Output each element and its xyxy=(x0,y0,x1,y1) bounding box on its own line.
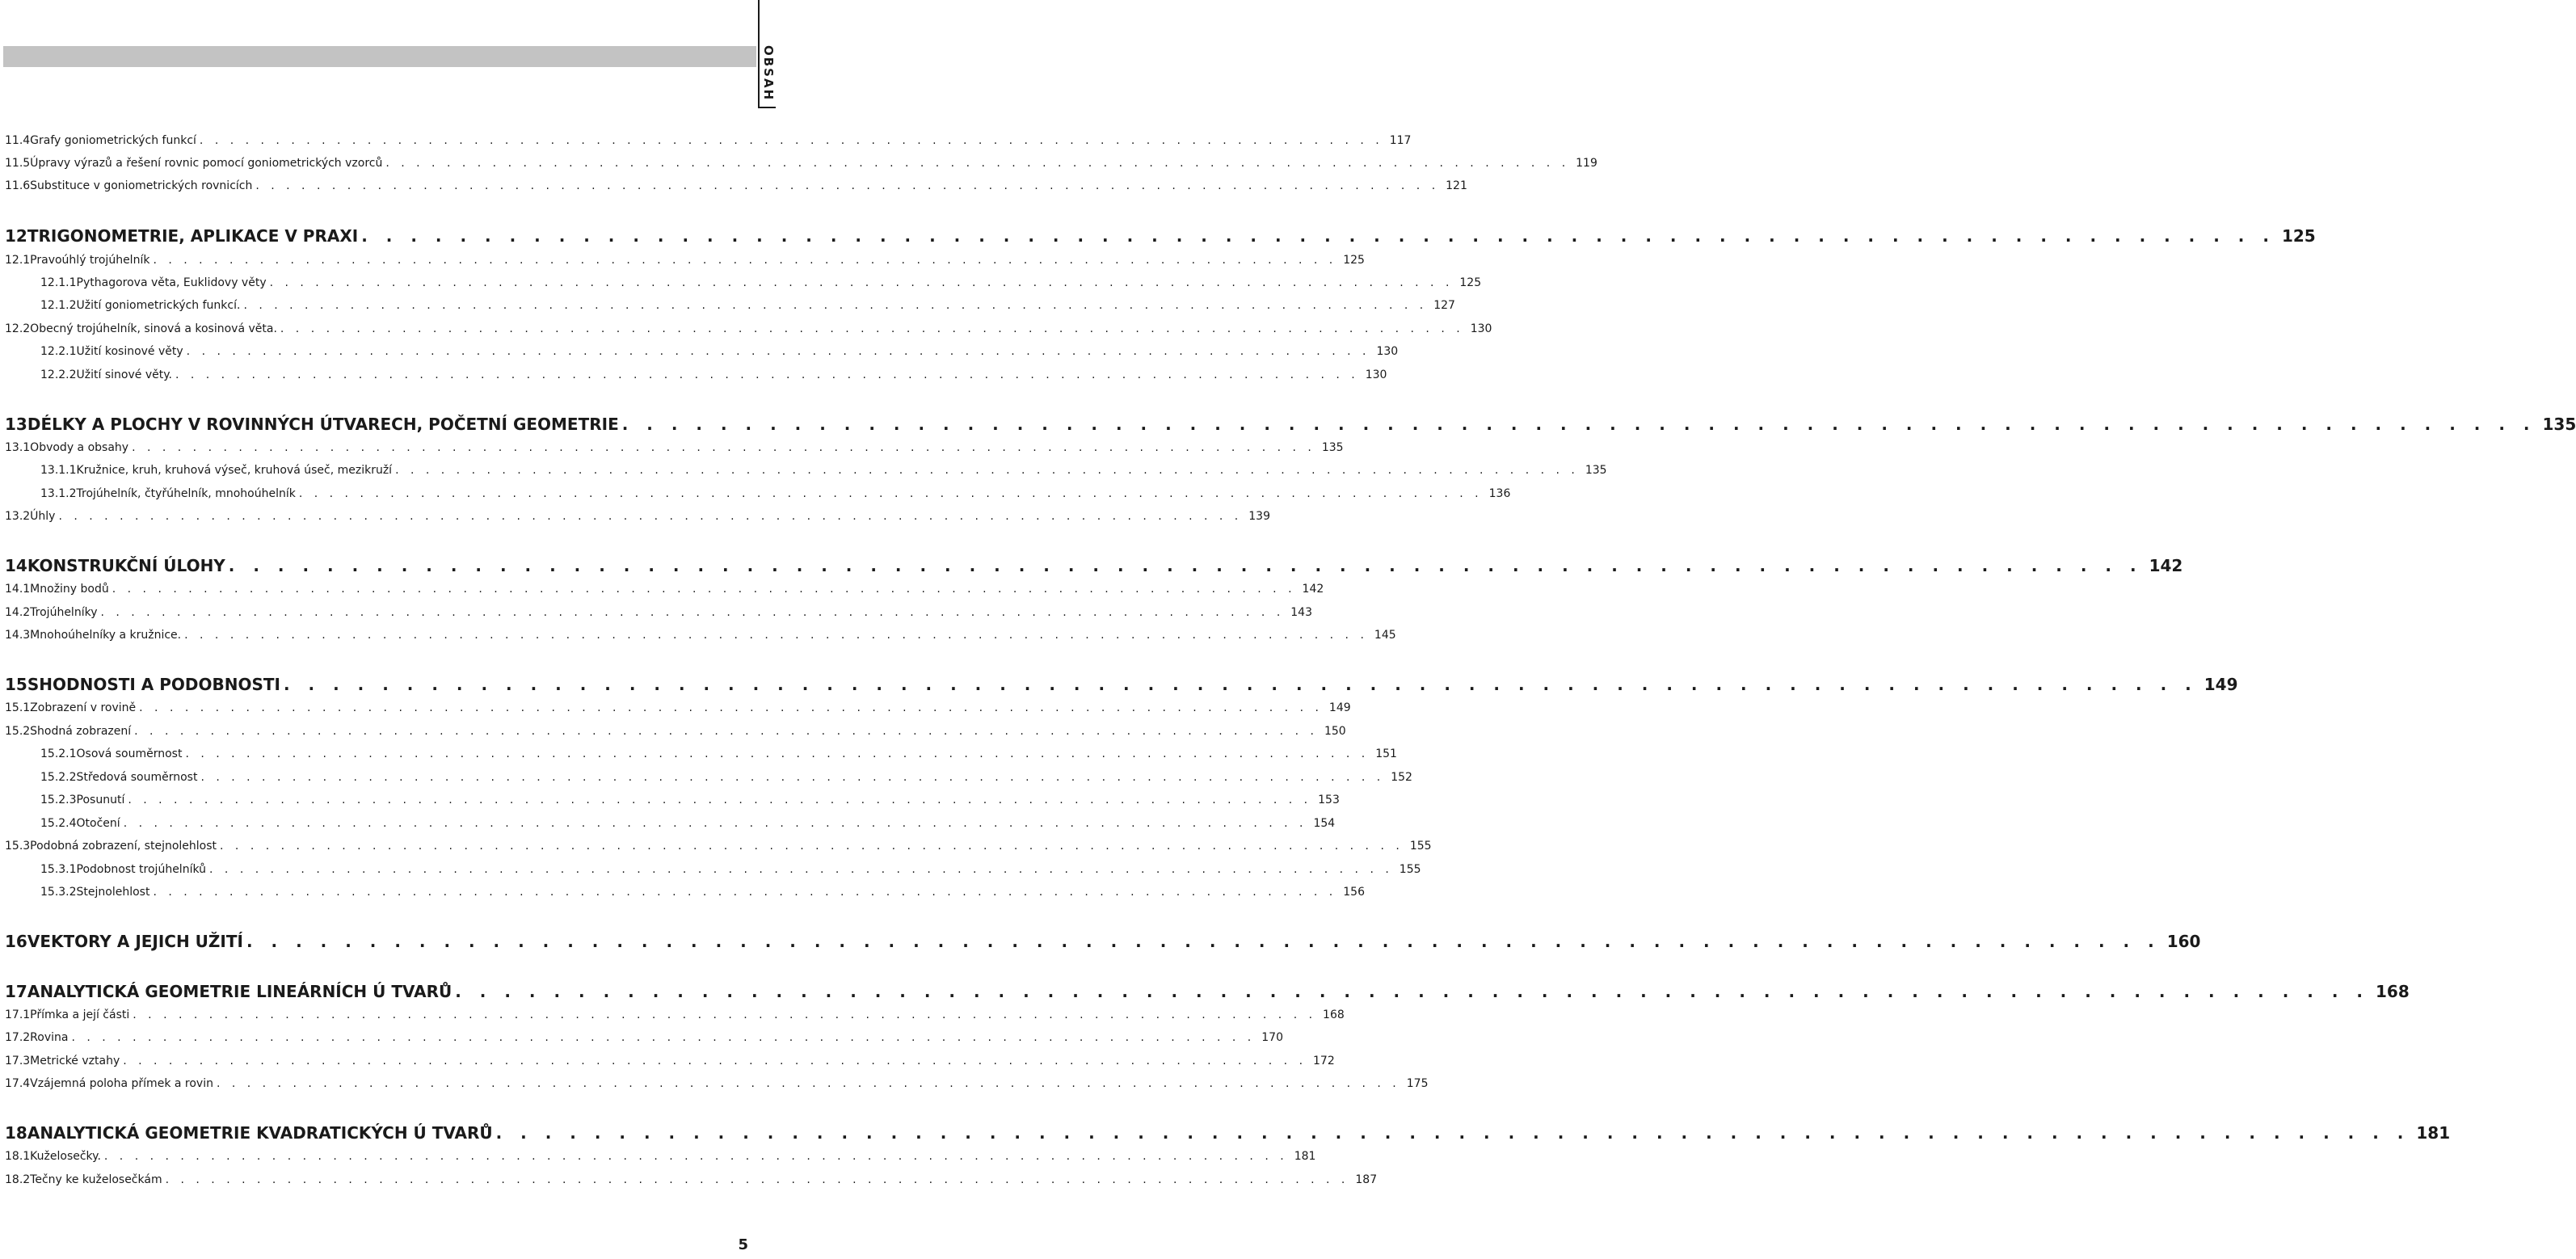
toc-entry[interactable] xyxy=(5,747,1397,764)
toc-entry-number: 13.1 xyxy=(5,441,31,454)
toc-leader-dots: . . . . . . . . . . . . . . . . . . . . . . . . . . . . . . . . . . . . . . . . . . . . . . . . . . . . . . . . . . . . . . . . . . . . . . . . . . . . . . xyxy=(58,510,1243,523)
toc-entry-page: 121 xyxy=(1446,179,1467,192)
toc-entry-number: 11.6 xyxy=(5,179,31,192)
toc-entry[interactable] xyxy=(5,771,1412,787)
toc-entry-page: 150 xyxy=(1324,725,1346,738)
toc-entry-page: 127 xyxy=(1433,299,1455,312)
toc-entry-page: 151 xyxy=(1375,747,1397,760)
toc-entry[interactable] xyxy=(5,701,1351,718)
toc-entry-number: 15.2.4 xyxy=(40,817,77,830)
toc-leader-dots: . . . . . . . . . . . . . . . . . . . . . . . . . . . . . . . . . . . . . . . . . . . . . . . . . . . . . . . . . . . . . . . . . . . . . . . . . . . . . . xyxy=(200,771,1385,784)
toc-entry-title: Mnohoúhelníky a kružnice. xyxy=(30,629,182,642)
toc-leader-dots: . . . . . . . . . . . . . . . . . . . . . . . . . . . . . . . . . . . . . . . . . . . . . . . . . . . . . . . . . . . . . . . . . . . . . . . . . . . . . . xyxy=(139,701,1323,714)
toc-entry[interactable] xyxy=(5,157,1597,173)
toc-leader-dots: . . . . . . . . . . . . . . . . . . . . . . . . . . . . . . . . . . . . . . . . . . . . . . . . . . . . . . . . . . . . . . . . . . . . . . . . . . . . . . xyxy=(199,134,1383,147)
toc-entry-title: Kružnice, kruh, kruhová výseč, kruhová úseč, mezikruží xyxy=(76,464,393,477)
toc-entry[interactable] xyxy=(5,840,1432,856)
toc-entry-page: 135 xyxy=(1585,464,1607,477)
toc-entry[interactable] xyxy=(5,863,1421,879)
toc-entry-page: 170 xyxy=(1261,1031,1283,1044)
toc-entry-page: 145 xyxy=(1374,629,1396,642)
toc-chapter-number: 18 xyxy=(5,1123,27,1143)
toc-entry[interactable] xyxy=(5,886,1365,902)
toc-entry-title: Stejnolehlost xyxy=(76,886,150,899)
toc-leader-dots: . . . . . . . . . . . . . . . . . . . . . . . . . . . . . . . . . . . . . . . . . . . . . . . . . . . . . . . . . . . . . . . . . . . . . . . . . . . . . . xyxy=(186,345,1370,358)
toc-entry-number: 12.1.1 xyxy=(40,276,77,289)
toc-chapter-number: 15 xyxy=(5,675,27,694)
toc-leader-dots: . . . . . . . . . . . . . . . . . . . . . . . . . . . . . . . . . . . . . . . . . . . . . . . . . . . . . . . . . . . . . . . . . . . . . . . . . . . . . . xyxy=(621,415,2536,434)
toc-entry-page: 187 xyxy=(1355,1173,1378,1186)
toc-chapter[interactable] xyxy=(5,226,2316,249)
toc-entry[interactable] xyxy=(5,299,1455,315)
toc-entry-page: 125 xyxy=(1343,254,1365,267)
toc-entry-number: 15.2 xyxy=(5,725,31,738)
toc-entry-title: Kuželosečky. xyxy=(30,1150,101,1163)
toc-chapter[interactable] xyxy=(5,982,2410,1004)
toc-leader-dots: . . . . . . . . . . . . . . . . . . . . . . . . . . . . . . . . . . . . . . . . . . . . . . . . . . . . . . . . . . . . . . . . . . . . . . . . . . . . . . xyxy=(132,441,1315,454)
toc-entry-page: 175 xyxy=(1406,1077,1429,1090)
toc-entry-title: Trojúhelník, čtyřúhelník, mnohoúhelník xyxy=(76,487,296,500)
toc-entry-page: 130 xyxy=(1365,368,1387,381)
toc-entry[interactable] xyxy=(5,1077,1429,1093)
toc-entry[interactable] xyxy=(5,629,1396,645)
toc-entry-number: 13.2 xyxy=(5,510,31,523)
toc-entry-number: 12.2.2 xyxy=(40,368,77,381)
toc-entry[interactable] xyxy=(5,1008,1345,1025)
toc-entry-title: Středová souměrnost xyxy=(76,771,198,784)
toc-chapter-title: TRIGONOMETRIE, APLIKACE V PRAXI xyxy=(27,226,359,246)
toc-leader-dots: . . . . . . . . . . . . . . . . . . . . . . . . . . . . . . . . . . . . . . . . . . . . . . . . . . . . . . . . . . . . . . . . . . . . . . . . . . . . . . xyxy=(134,725,1318,738)
page-number: 5 xyxy=(738,1236,748,1253)
toc-entry-page: 153 xyxy=(1318,794,1340,806)
toc-entry-title: Užití sinové věty. xyxy=(76,368,172,381)
toc-entry[interactable] xyxy=(5,1150,1316,1166)
toc-leader-dots: . . . . . . . . . . . . . . . . . . . . . . . . . . . . . . . . . . . . . . . . . . . . . . . . . . . . . . . . . . . . . . . . . . . . . . . . . . . . . . xyxy=(298,487,1483,500)
toc-entry[interactable] xyxy=(5,817,1336,833)
toc-leader-dots: . . . . . . . . . . . . . . . . . . . . . . . . . . . . . . . . . . . . . . . . . . . . . . . . . . . . . . . . . . . . . . . . . . . . . . . . . . . . . . xyxy=(71,1031,1256,1044)
toc-entry[interactable] xyxy=(5,276,1482,293)
toc-entry[interactable] xyxy=(5,134,1412,150)
toc-leader-dots: . . . . . . . . . . . . . . . . . . . . . . . . . . . . . . . . . . . . . . . . . . . . . . . . . . . . . . . . . . . . . . . . . . . . . . . . . . . . . . xyxy=(153,886,1337,899)
toc-leader-dots: . . . . . . . . . . . . . . . . . . . . . . . . . . . . . . . . . . . . . . . . . . . . . . . . . . . . . . . . . . . . . . . . . . . . . . . . . . . . . . xyxy=(361,226,2275,246)
toc-chapter-number: 17 xyxy=(5,982,27,1001)
toc-leader-dots: . . . . . . . . . . . . . . . . . . . . . . . . . . . . . . . . . . . . . . . . . . . . . . . . . . . . . . . . . . . . . . . . . . . . . . . . . . . . . . xyxy=(220,840,1404,853)
toc-entry-number: 12.2.1 xyxy=(40,345,77,358)
toc-entry-number: 15.3.1 xyxy=(40,863,77,876)
toc-leader-dots: . . . . . . . . . . . . . . . . . . . . . . . . . . . . . . . . . . . . . . . . . . . . . . . . . . . . . . . . . . . . . . . . . . . . . . . . . . . . . . xyxy=(455,982,2369,1001)
toc-entry-number: 12.2 xyxy=(5,322,31,335)
toc-entry-number: 14.2 xyxy=(5,606,31,619)
toc-entry[interactable] xyxy=(5,794,1340,810)
toc-entry-page: 117 xyxy=(1389,134,1412,147)
toc-entry-page: 181 xyxy=(1294,1150,1316,1163)
toc-entry-title: Pravoúhlý trojúhelník xyxy=(30,254,150,267)
toc-leader-dots: . . . . . . . . . . . . . . . . . . . . . . . . . . . . . . . . . . . . . . . . . . . . . . . . . . . . . . . . . . . . . . . . . . . . . . . . . . . . . . xyxy=(395,464,1579,477)
toc-entry-number: 15.2.2 xyxy=(40,771,77,784)
toc-chapter-title: VEKTORY A JEJICH UŽITÍ xyxy=(27,932,243,951)
toc-entry-page: 156 xyxy=(1343,886,1365,899)
toc-leader-dots: . . . . . . . . . . . . . . . . . . . . . . . . . . . . . . . . . . . . . . . . . . . . . . . . . . . . . . . . . . . . . . . . . . . . . . . . . . . . . . xyxy=(123,1055,1307,1067)
toc-entry-number: 14.1 xyxy=(5,583,31,596)
toc-entry-title: Množiny bodů xyxy=(30,583,109,596)
toc-chapter[interactable] xyxy=(5,415,2576,437)
toc-leader-dots: . . . . . . . . . . . . . . . . . . . . . . . . . . . . . . . . . . . . . . . . . . . . . . . . . . . . . . . . . . . . . . . . . . . . . . . . . . . . . . xyxy=(184,629,1368,642)
toc-entry-page: 130 xyxy=(1376,345,1399,358)
header-bar xyxy=(3,46,756,67)
toc-leader-dots: . . . . . . . . . . . . . . . . . . . . . . . . . . . . . . . . . . . . . . . . . . . . . . . . . . . . . . . . . . . . . . . . . . . . . . . . . . . . . . xyxy=(280,322,1464,335)
toc-entry-number: 18.1 xyxy=(5,1150,31,1163)
toc-entry-title: Osová souměrnost xyxy=(76,747,183,760)
toc-chapter[interactable] xyxy=(5,1123,2451,1146)
toc-leader-dots: . . . . . . . . . . . . . . . . . . . . . . . . . . . . . . . . . . . . . . . . . . . . . . . . . . . . . . . . . . . . . . . . . . . . . . . . . . . . . . xyxy=(209,863,1393,876)
toc-chapter-page: 125 xyxy=(2281,226,2316,246)
toc-chapter[interactable] xyxy=(5,675,2238,697)
toc-entry-page: 119 xyxy=(1576,157,1597,170)
toc-entry-page: 135 xyxy=(1321,441,1344,454)
toc-entry-page: 136 xyxy=(1488,487,1511,500)
toc-entry[interactable] xyxy=(5,1173,1378,1190)
toc-chapter-title: DÉLKY A PLOCHY V ROVINNÝCH ÚTVARECH, POČETNÍ GEOMETRIE xyxy=(27,415,619,434)
toc-entry-page: 155 xyxy=(1409,840,1432,853)
toc-entry-page: 172 xyxy=(1313,1055,1335,1067)
toc-entry[interactable] xyxy=(5,179,1467,196)
toc-entry-title: Úhly xyxy=(30,510,56,523)
toc-entry-page: 155 xyxy=(1399,863,1421,876)
toc-leader-dots: . . . . . . . . . . . . . . . . . . . . . . . . . . . . . . . . . . . . . . . . . . . . . . . . . . . . . . . . . . . . . . . . . . . . . . . . . . . . . . xyxy=(123,817,1307,830)
toc-entry-title: Substituce v goniometrických rovnicích xyxy=(30,179,253,192)
toc-entry-number: 12.1 xyxy=(5,254,31,267)
toc-leader-dots: . . . . . . . . . . . . . . . . . . . . . . . . . . . . . . . . . . . . . . . . . . . . . . . . . . . . . . . . . . . . . . . . . . . . . . . . . . . . . . xyxy=(283,675,2198,694)
toc-leader-dots: . . . . . . . . . . . . . . . . . . . . . . . . . . . . . . . . . . . . . . . . . . . . . . . . . . . . . . . . . . . . . . . . . . . . . . . . . . . . . . xyxy=(112,583,1296,596)
toc-chapter-page: 160 xyxy=(2166,932,2201,951)
toc-entry-title: Shodná zobrazení xyxy=(30,725,132,738)
toc-entry-number: 13.1.2 xyxy=(40,487,77,500)
section-tab-label: OBSAH xyxy=(761,45,776,102)
toc-leader-dots: . . . . . . . . . . . . . . . . . . . . . . . . . . . . . . . . . . . . . . . . . . . . . . . . . . . . . . . . . . . . . . . . . . . . . . . . . . . . . . xyxy=(185,747,1370,760)
toc-entry-number: 12.1.2 xyxy=(40,299,77,312)
toc-entry-number: 15.1 xyxy=(5,701,31,714)
toc-entry-title: Podobnost trojúhelníků xyxy=(76,863,207,876)
toc-leader-dots: . . . . . . . . . . . . . . . . . . . . . . . . . . . . . . . . . . . . . . . . . . . . . . . . . . . . . . . . . . . . . . . . . . . . . . . . . . . . . . xyxy=(255,179,1440,192)
toc-entry[interactable] xyxy=(5,368,1387,385)
toc-entry-number: 11.4 xyxy=(5,134,31,147)
toc-entry-number: 15.3.2 xyxy=(40,886,77,899)
toc-chapter-title: KONSTRUKČNÍ ÚLOHY xyxy=(27,556,225,575)
toc-entry-number: 17.2 xyxy=(5,1031,31,1044)
toc-leader-dots: . . . . . . . . . . . . . . . . . . . . . . . . . . . . . . . . . . . . . . . . . . . . . . . . . . . . . . . . . . . . . . . . . . . . . . . . . . . . . . xyxy=(103,1150,1288,1163)
toc-chapter-page: 149 xyxy=(2203,675,2238,694)
toc-entry-page: 154 xyxy=(1313,817,1336,830)
toc-entry[interactable] xyxy=(5,254,1365,270)
toc-entry[interactable] xyxy=(5,441,1344,457)
toc-entry[interactable] xyxy=(5,1055,1335,1071)
toc-leader-dots: . . . . . . . . . . . . . . . . . . . . . . . . . . . . . . . . . . . . . . . . . . . . . . . . . . . . . . . . . . . . . . . . . . . . . . . . . . . . . . xyxy=(495,1123,2410,1143)
toc-chapter-title: ANALYTICKÁ GEOMETRIE LINEÁRNÍCH Ú TVARŮ xyxy=(27,982,452,1001)
toc-entry[interactable] xyxy=(5,322,1492,339)
toc-entry-title: Úpravy výrazů a řešení rovnic pomocí goniometrických vzorců xyxy=(30,157,383,170)
toc-entry-number: 15.3 xyxy=(5,840,31,853)
toc-entry-title: Pythagorova věta, Euklidovy věty xyxy=(76,276,267,289)
toc-entry-page: 125 xyxy=(1459,276,1482,289)
toc-entry-number: 18.2 xyxy=(5,1173,31,1186)
toc-chapter-title: ANALYTICKÁ GEOMETRIE KVADRATICKÝCH Ú TVARŮ xyxy=(27,1123,493,1143)
toc-entry-title: Grafy goniometrických funkcí xyxy=(30,134,196,147)
toc-entry-page: 152 xyxy=(1391,771,1412,784)
toc-entry-title: Metrické vztahy xyxy=(30,1055,120,1067)
toc-entry-title: Podobná zobrazení, stejnolehlost xyxy=(30,840,217,853)
toc-entry[interactable] xyxy=(5,725,1346,741)
toc-entry-number: 17.3 xyxy=(5,1055,31,1067)
toc-entry-page: 168 xyxy=(1323,1008,1345,1021)
toc-entry-title: Užití goniometrických funkcí. xyxy=(76,299,241,312)
toc-chapter-number: 12 xyxy=(5,226,27,246)
toc-entry[interactable] xyxy=(5,606,1312,622)
toc-entry-number: 14.3 xyxy=(5,629,31,642)
toc-entry-title: Posunutí xyxy=(76,794,125,806)
toc-chapter-number: 13 xyxy=(5,415,27,434)
toc-entry-title: Otočení xyxy=(76,817,120,830)
toc-entry-number: 17.1 xyxy=(5,1008,31,1021)
toc-leader-dots: . . . . . . . . . . . . . . . . . . . . . . . . . . . . . . . . . . . . . . . . . . . . . . . . . . . . . . . . . . . . . . . . . . . . . . . . . . . . . . xyxy=(243,299,1428,312)
toc-entry-page: 139 xyxy=(1248,510,1270,523)
toc-entry-title: Trojúhelníky xyxy=(30,606,98,619)
toc-chapter-page: 135 xyxy=(2542,415,2576,434)
toc-leader-dots: . . . . . . . . . . . . . . . . . . . . . . . . . . . . . . . . . . . . . . . . . . . . . . . . . . . . . . . . . . . . . . . . . . . . . . . . . . . . . . xyxy=(175,368,1359,381)
toc-leader-dots: . . . . . . . . . . . . . . . . . . . . . . . . . . . . . . . . . . . . . . . . . . . . . . . . . . . . . . . . . . . . . . . . . . . . . . . . . . . . . . xyxy=(385,157,1570,170)
toc-entry[interactable] xyxy=(5,1031,1283,1047)
toc-entry[interactable] xyxy=(5,510,1270,526)
toc-entry-title: Zobrazení v rovině xyxy=(30,701,137,714)
toc-entry-number: 15.2.3 xyxy=(40,794,77,806)
toc-leader-dots: . . . . . . . . . . . . . . . . . . . . . . . . . . . . . . . . . . . . . . . . . . . . . . . . . . . . . . . . . . . . . . . . . . . . . . . . . . . . . . xyxy=(133,1008,1317,1021)
toc-chapter[interactable] xyxy=(5,556,2183,579)
toc-entry-title: Užití kosinové věty xyxy=(76,345,183,358)
toc-entry-page: 149 xyxy=(1328,701,1351,714)
toc-leader-dots: . . . . . . . . . . . . . . . . . . . . . . . . . . . . . . . . . . . . . . . . . . . . . . . . . . . . . . . . . . . . . . . . . . . . . . . . . . . . . . xyxy=(269,276,1454,289)
toc-entry-page: 142 xyxy=(1302,583,1324,596)
toc-leader-dots: . . . . . . . . . . . . . . . . . . . . . . . . . . . . . . . . . . . . . . . . . . . . . . . . . . . . . . . . . . . . . . . . . . . . . . . . . . . . . . xyxy=(216,1077,1400,1090)
toc-entry-page: 130 xyxy=(1470,322,1492,335)
toc-entry[interactable] xyxy=(5,487,1511,503)
toc-entry-title: Tečny ke kuželosečkám xyxy=(30,1173,162,1186)
toc-entry-number: 17.4 xyxy=(5,1077,31,1090)
toc-entry[interactable] xyxy=(5,345,1399,361)
toc-entry-title: Obecný trojúhelník, sinová a kosinová věta. xyxy=(30,322,277,335)
toc-entry-title: Vzájemná poloha přímek a rovin xyxy=(30,1077,213,1090)
toc-leader-dots: . . . . . . . . . . . . . . . . . . . . . . . . . . . . . . . . . . . . . . . . . . . . . . . . . . . . . . . . . . . . . . . . . . . . . . . . . . . . . . xyxy=(228,556,2143,575)
toc-leader-dots: . . . . . . . . . . . . . . . . . . . . . . . . . . . . . . . . . . . . . . . . . . . . . . . . . . . . . . . . . . . . . . . . . . . . . . . . . . . . . . xyxy=(128,794,1312,806)
toc-entry-title: Obvody a obsahy xyxy=(30,441,129,454)
toc-leader-dots: . . . . . . . . . . . . . . . . . . . . . . . . . . . . . . . . . . . . . . . . . . . . . . . . . . . . . . . . . . . . . . . . . . . . . . . . . . . . . . xyxy=(165,1173,1349,1186)
toc-entry-title: Rovina xyxy=(30,1031,69,1044)
toc-entry[interactable] xyxy=(5,583,1324,599)
toc-entry-number: 11.5 xyxy=(5,157,31,170)
toc-leader-dots: . . . . . . . . . . . . . . . . . . . . . . . . . . . . . . . . . . . . . . . . . . . . . . . . . . . . . . . . . . . . . . . . . . . . . . . . . . . . . . xyxy=(246,932,2161,951)
toc-entry-page: 143 xyxy=(1290,606,1312,619)
toc-entry-number: 15.2.1 xyxy=(40,747,77,760)
toc-chapter-title: SHODNOSTI A PODOBNOSTI xyxy=(27,675,280,694)
toc-chapter-page: 181 xyxy=(2416,1123,2451,1143)
toc-chapter-number: 14 xyxy=(5,556,27,575)
toc-chapter-number: 16 xyxy=(5,932,27,951)
toc-entry-number: 13.1.1 xyxy=(40,464,77,477)
toc-leader-dots: . . . . . . . . . . . . . . . . . . . . . . . . . . . . . . . . . . . . . . . . . . . . . . . . . . . . . . . . . . . . . . . . . . . . . . . . . . . . . . xyxy=(153,254,1337,267)
toc-entry[interactable] xyxy=(5,464,1607,480)
toc-leader-dots: . . . . . . . . . . . . . . . . . . . . . . . . . . . . . . . . . . . . . . . . . . . . . . . . . . . . . . . . . . . . . . . . . . . . . . . . . . . . . . xyxy=(100,606,1285,619)
toc-entry-title: Přímka a její části xyxy=(30,1008,130,1021)
toc-chapter-page: 168 xyxy=(2375,982,2410,1001)
toc-chapter-page: 142 xyxy=(2149,556,2183,575)
toc-chapter[interactable] xyxy=(5,932,2201,954)
